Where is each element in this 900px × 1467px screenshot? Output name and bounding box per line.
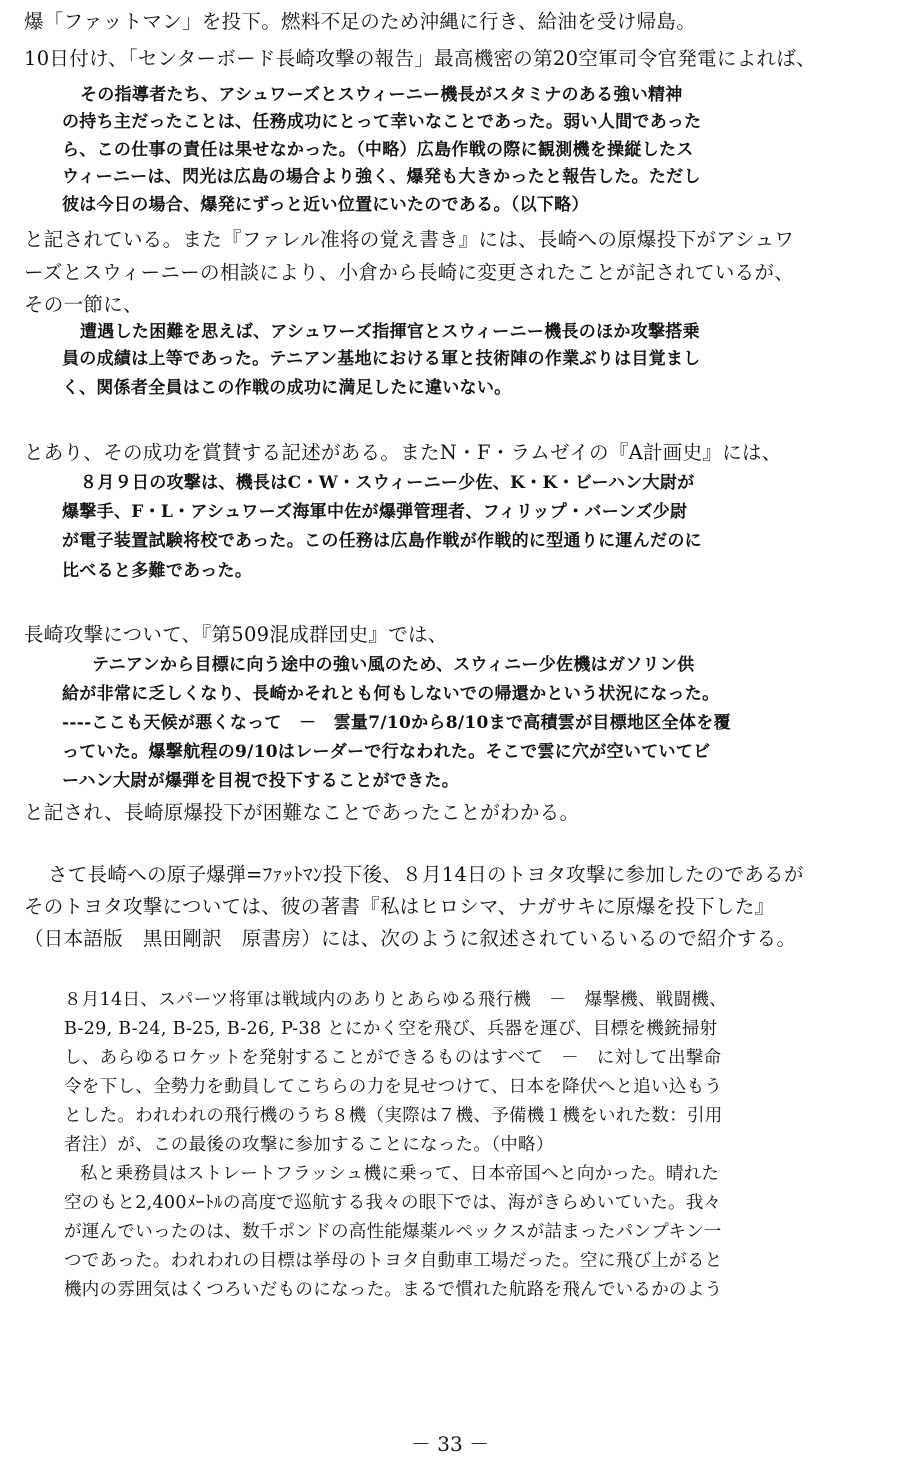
page-number: － 33 － (410, 1432, 490, 1456)
citation-line: が運んでいったのは、数千ポンドの高性能爆薬ルペックスが詰まったパンプキン一 (64, 1222, 722, 1242)
body-line: （日本語版 黒田剛訳 原書房）には、次のように叙述されているいるので紹介する。 (24, 927, 797, 950)
quote-line: その指導者たち、アシュワーズとスウィーニー機長がスタミナのある強い精神 (80, 85, 683, 105)
quote-line: 遭遇した困難を思えば、アシュワーズ指揮官とスウィーニー機長のほか攻撃搭乗 (80, 322, 700, 342)
citation-line: 者注）が、この最後の攻撃に参加することになった。（中略） (64, 1135, 554, 1155)
citation-line: ８月14日、スパーツ将軍は戦域内のありとあらゆる飛行機 － 爆撃機、戦闘機、 (64, 990, 727, 1010)
quote-line: く、関係者全員はこの作戦の成功に満足したに違いない。 (62, 378, 512, 398)
body-line: 爆「ファットマン」を投下。燃料不足のため沖縄に行き、給油を受け帰島。 (24, 10, 697, 33)
citation-line: とした。われわれの飛行機のうち８機（実際は７機、予備機１機をいれた数：引用 (64, 1106, 723, 1126)
body-line: ーズとスウィーニーの相談により、小倉から長崎に変更されたことが記されているが、 (24, 261, 795, 284)
body-line: 10日付け、「センターボード長崎攻撃の報告」最高機密の第20空軍司令官発電によれば、 (24, 47, 816, 70)
quote-line: ８月９日の攻撃は、機長はC・W・スウィーニー少佐、K・K・ビーハン大尉が (80, 473, 695, 493)
citation-line: つであった。われわれの目標は挙母のトヨタ自動車工場だった。空に飛び上がると (64, 1251, 723, 1271)
citation-line: 私と乗務員はストレートフラッシュ機に乗って、日本帝国へと向かった。晴れた (80, 1164, 720, 1184)
quote-line: の持ち主だったことは、任務成功にとって幸いなことであった。弱い人間であった (62, 112, 702, 132)
quote-line: 給が非常に乏しくなり、長崎かそれとも何もしないでの帰還かという状況になった。 (62, 684, 720, 704)
quote-line: ウィーニーは、閃光は広島の場合より強く、爆発も大きかったと報告した。ただし (62, 167, 701, 187)
quote-line: っていた。爆撃航程の9/10はレーダーで行なわれた。そこで雲に穴が空いていてビ (62, 742, 711, 762)
quote-line: 員の成績は上等であった。テニアン基地における軍と技術陣の作業ぶりは目覚まし (62, 349, 701, 369)
quote-line: 彼は今日の場合、爆発にずっと近い位置にいたのである。（以下略） (62, 195, 589, 215)
citation-line: 機内の雰囲気はくつろいだものになった。まるで慣れた航路を飛んでいるかのよう (64, 1280, 723, 1300)
quote-line: 比べると多難であった。 (62, 561, 253, 581)
quote-line: テニアンから目標に向う途中の強い風のため、スウィニー少佐機はガソリン供 (92, 655, 695, 675)
body-line: さて長崎への原子爆弾=ﾌｧｯﾄﾏﾝ投下後、８月14日のトヨタ攻撃に参加したのであるが (48, 863, 804, 886)
quote-line: 爆撃手、F・L・アシュワーズ海軍中佐が爆弾管理者、フィリップ・バーンズ少尉 (62, 502, 688, 522)
quote-line: が電子装置試験将校であった。この任務は広島作戦が作戦的に型通りに運んだのに (62, 531, 702, 551)
body-line: その一節に、 (24, 293, 143, 316)
quote-line: ーハン大尉が爆弾を目視で投下することができた。 (62, 771, 460, 791)
citation-line: B-29, B-24, B-25, B-26, P-38 とにかく空を飛び、兵器を運び、目標を機銃掃射 (64, 1019, 718, 1039)
body-line: そのトヨタ攻撃については、彼の著書『私はヒロシマ、ナガサキに原爆を投下した』 (24, 895, 775, 918)
citation-line: 空のもと2,400ﾒｰﾄﾙの高度で巡航する我々の眼下では、海がきらめいていた。我々 (64, 1193, 722, 1213)
body-line: と記され、長崎原爆投下が困難なことであったことがわかる。 (24, 801, 580, 824)
quote-line: ら、この仕事の責任は果せなかった。（中略）広島作戦の際に観測機を操縦したス (62, 140, 694, 160)
quote-line: ----ここも天候が悪くなって － 雲量7/10から8/10まで高積雲が目標地区全体を覆 (62, 713, 731, 733)
citation-line: し、あらゆるロケットを発射することができるものはすべて － に対して出撃命 (64, 1048, 722, 1068)
citation-line: 令を下し、全勢力を動員してこちらの力を見せつけて、日本を降伏へと追い込もう (64, 1077, 723, 1097)
body-line: とあり、その成功を賞賛する記述がある。またN・F・ラムゼイの『A計画史』には、 (24, 441, 782, 464)
body-line: 長崎攻撃について、『第509混成群団史』では、 (24, 623, 448, 646)
body-line: と記されている。また『ファレル准将の覚え書き』には、長崎への原爆投下がアシュワ (24, 228, 795, 251)
